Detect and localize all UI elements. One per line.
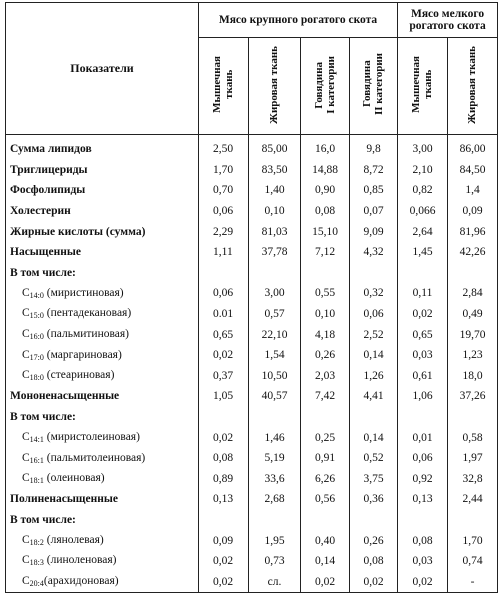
value-cell xyxy=(398,407,448,428)
row-label: В том числе: xyxy=(6,510,199,531)
row-label: В том числе: xyxy=(6,263,199,284)
value-cell: 0,07 xyxy=(350,201,398,222)
acid-index: 20:4 xyxy=(29,579,44,589)
value-cell: 2,03 xyxy=(301,366,350,387)
row-label xyxy=(6,530,199,551)
acid-name: (миристиновая) xyxy=(43,286,124,299)
value-cell: 9,09 xyxy=(350,221,398,242)
table-row xyxy=(6,283,498,304)
acid-symbol: C xyxy=(22,430,30,443)
acid-name: (маргариновая) xyxy=(43,348,122,361)
acid-symbol: C xyxy=(22,575,30,588)
value-cell: 1,26 xyxy=(350,366,398,387)
value-cell: 0,70 xyxy=(199,180,249,201)
value-cell: 6,26 xyxy=(301,469,350,490)
value-cell xyxy=(448,407,498,428)
value-cell: 16,0 xyxy=(301,135,350,160)
value-cell: 0,10 xyxy=(301,304,350,325)
value-cell: 33,6 xyxy=(249,469,301,490)
row-label: Мононенасыщенные xyxy=(6,386,199,407)
table-row xyxy=(6,221,498,242)
indicators-header: Показатели xyxy=(6,3,199,135)
acid-index: 16:0 xyxy=(29,331,44,341)
row-label xyxy=(6,304,199,325)
value-cell xyxy=(199,263,249,284)
value-cell: 0,02 xyxy=(199,551,249,572)
lipid-composition-table xyxy=(5,2,498,593)
value-cell: 5,19 xyxy=(249,448,301,469)
value-cell: 1,97 xyxy=(448,448,498,469)
value-cell: 0,58 xyxy=(448,427,498,448)
value-cell: 1,46 xyxy=(249,427,301,448)
value-cell: 2,68 xyxy=(249,489,301,510)
acid-name: (пальмитолеиновая) xyxy=(43,451,146,464)
value-cell: 1,06 xyxy=(398,386,448,407)
value-cell: 1,4 xyxy=(448,180,498,201)
acid-symbol: C xyxy=(22,451,30,464)
value-cell: 0,02 xyxy=(301,571,350,592)
table-row xyxy=(6,571,498,592)
acid-index: 16:1 xyxy=(29,455,44,465)
column-header: Жировая ткань xyxy=(448,38,498,135)
value-cell: - xyxy=(448,571,498,592)
table-row xyxy=(6,551,498,572)
value-cell: 0,40 xyxy=(301,530,350,551)
value-cell xyxy=(199,510,249,531)
value-cell: 0,02 xyxy=(398,304,448,325)
value-cell: 0,06 xyxy=(199,201,249,222)
value-cell: 0,10 xyxy=(249,201,301,222)
value-cell: 1,45 xyxy=(398,242,448,263)
value-cell: 1,70 xyxy=(199,160,249,181)
value-cell: 2,84 xyxy=(448,283,498,304)
column-header: Говядина I категории xyxy=(301,38,350,135)
value-cell xyxy=(301,407,350,428)
table-header xyxy=(6,3,498,135)
acid-index: 18:2 xyxy=(29,537,44,547)
value-cell xyxy=(249,407,301,428)
value-cell: 2,44 xyxy=(448,489,498,510)
value-cell: 1,11 xyxy=(199,242,249,263)
acid-index: 18:0 xyxy=(29,373,44,383)
row-label: Полиненасыщенные xyxy=(6,489,199,510)
value-cell xyxy=(249,510,301,531)
acid-symbol: C xyxy=(22,554,30,567)
value-cell: 14,88 xyxy=(301,160,350,181)
acid-symbol: C xyxy=(22,472,30,485)
row-label xyxy=(6,324,199,345)
column-header: Жировая ткань xyxy=(249,38,301,135)
table-row xyxy=(6,427,498,448)
row-label: Насыщенные xyxy=(6,242,199,263)
value-cell: 1,54 xyxy=(249,345,301,366)
small-cattle-header: Мясо мелкого рогатого скота xyxy=(398,3,498,38)
row-label: В том числе: xyxy=(6,407,199,428)
value-cell xyxy=(350,510,398,531)
value-cell: 0,56 xyxy=(301,489,350,510)
table-row xyxy=(6,469,498,490)
table-row xyxy=(6,180,498,201)
acid-name: (миристолеиновая) xyxy=(43,430,140,443)
table-row xyxy=(6,160,498,181)
table-row xyxy=(6,366,498,387)
value-cell: 0,06 xyxy=(398,448,448,469)
value-cell: 42,26 xyxy=(448,242,498,263)
value-cell: 2,10 xyxy=(398,160,448,181)
value-cell xyxy=(301,263,350,284)
value-cell: 83,50 xyxy=(249,160,301,181)
value-cell: 0,52 xyxy=(350,448,398,469)
value-cell: 2,50 xyxy=(199,135,249,160)
value-cell: 0,066 xyxy=(398,201,448,222)
row-label xyxy=(6,345,199,366)
table-row xyxy=(6,386,498,407)
acid-name: (пальмитиновая) xyxy=(43,327,129,340)
value-cell: 18,0 xyxy=(448,366,498,387)
value-cell: 7,42 xyxy=(301,386,350,407)
value-cell: 0,90 xyxy=(301,180,350,201)
acid-index: 17:0 xyxy=(29,352,44,362)
value-cell: 1,95 xyxy=(249,530,301,551)
row-label: Фосфолипиды xyxy=(6,180,199,201)
table-row xyxy=(6,324,498,345)
value-cell: 4,32 xyxy=(350,242,398,263)
value-cell: 0,02 xyxy=(199,571,249,592)
value-cell: 86,00 xyxy=(448,135,498,160)
row-label: Сумма липидов xyxy=(6,135,199,160)
table-row xyxy=(6,489,498,510)
value-cell: 0,82 xyxy=(398,180,448,201)
value-cell: 32,8 xyxy=(448,469,498,490)
value-cell: 1,05 xyxy=(199,386,249,407)
value-cell: 0,08 xyxy=(301,201,350,222)
value-cell: 0,91 xyxy=(301,448,350,469)
value-cell: 0,25 xyxy=(301,427,350,448)
value-cell xyxy=(249,263,301,284)
value-cell: 0,03 xyxy=(398,345,448,366)
acid-index: 15:0 xyxy=(29,311,44,321)
value-cell: 0,61 xyxy=(398,366,448,387)
value-cell: 0,08 xyxy=(398,530,448,551)
column-header: Мышечная ткань xyxy=(398,38,448,135)
value-cell xyxy=(448,263,498,284)
table-row xyxy=(6,407,498,428)
value-cell: сл. xyxy=(249,571,301,592)
value-cell: 0,09 xyxy=(448,201,498,222)
value-cell xyxy=(199,407,249,428)
column-header: Мышечная ткань xyxy=(199,38,249,135)
value-cell: 0,65 xyxy=(199,324,249,345)
table-row xyxy=(6,345,498,366)
value-cell: 0.01 xyxy=(199,304,249,325)
value-cell: 0,02 xyxy=(398,571,448,592)
row-label xyxy=(6,469,199,490)
row-label xyxy=(6,427,199,448)
value-cell: 0,55 xyxy=(301,283,350,304)
row-label xyxy=(6,571,199,592)
value-cell: 0,02 xyxy=(199,427,249,448)
acid-index: 18:1 xyxy=(29,476,44,486)
value-cell: 10,50 xyxy=(249,366,301,387)
acid-symbol: C xyxy=(22,369,30,382)
value-cell: 0,92 xyxy=(398,469,448,490)
row-label xyxy=(6,448,199,469)
value-cell: 0,26 xyxy=(301,345,350,366)
value-cell: 4,18 xyxy=(301,324,350,345)
value-cell: 0,36 xyxy=(350,489,398,510)
value-cell: 9,8 xyxy=(350,135,398,160)
value-cell: 0,14 xyxy=(350,427,398,448)
row-label: Холестерин xyxy=(6,201,199,222)
acid-index: 14:0 xyxy=(29,290,44,300)
value-cell xyxy=(398,263,448,284)
value-cell xyxy=(350,407,398,428)
value-cell: 0,85 xyxy=(350,180,398,201)
value-cell: 85,00 xyxy=(249,135,301,160)
column-header: Говядина II категории xyxy=(350,38,398,135)
value-cell: 37,26 xyxy=(448,386,498,407)
value-cell: 0,03 xyxy=(398,551,448,572)
value-cell: 0,02 xyxy=(350,571,398,592)
value-cell: 81,96 xyxy=(448,221,498,242)
table-body xyxy=(6,135,498,593)
value-cell: 0,01 xyxy=(398,427,448,448)
value-cell: 22,10 xyxy=(249,324,301,345)
acid-name: (арахидоновая) xyxy=(43,575,119,588)
value-cell: 0,14 xyxy=(350,345,398,366)
acid-symbol: C xyxy=(22,307,30,320)
table-row xyxy=(6,242,498,263)
row-label: Жирные кислоты (сумма) xyxy=(6,221,199,242)
row-label xyxy=(6,366,199,387)
value-cell: 0,02 xyxy=(199,345,249,366)
value-cell: 1,40 xyxy=(249,180,301,201)
value-cell: 40,57 xyxy=(249,386,301,407)
value-cell: 0,08 xyxy=(350,551,398,572)
acid-name: (стеариновая) xyxy=(43,369,115,382)
value-cell: 0,13 xyxy=(199,489,249,510)
value-cell: 0,14 xyxy=(301,551,350,572)
acid-index: 14:1 xyxy=(29,434,44,444)
value-cell: 0,89 xyxy=(199,469,249,490)
acid-symbol: C xyxy=(22,533,30,546)
value-cell: 3,75 xyxy=(350,469,398,490)
value-cell: 2,29 xyxy=(199,221,249,242)
value-cell: 37,78 xyxy=(249,242,301,263)
value-cell: 0,08 xyxy=(199,448,249,469)
table-row xyxy=(6,135,498,160)
value-cell: 3,00 xyxy=(398,135,448,160)
value-cell: 1,70 xyxy=(448,530,498,551)
acid-symbol: C xyxy=(22,327,30,340)
value-cell: 7,12 xyxy=(301,242,350,263)
table-row xyxy=(6,263,498,284)
acid-index: 18:3 xyxy=(29,558,44,568)
row-label xyxy=(6,551,199,572)
value-cell: 1,23 xyxy=(448,345,498,366)
table-row xyxy=(6,201,498,222)
value-cell: 0,09 xyxy=(199,530,249,551)
acid-symbol: C xyxy=(22,348,30,361)
acid-name: (олеиновая) xyxy=(43,472,105,485)
value-cell: 2,52 xyxy=(350,324,398,345)
value-cell: 15,10 xyxy=(301,221,350,242)
value-cell: 0,06 xyxy=(199,283,249,304)
value-cell: 0,26 xyxy=(350,530,398,551)
value-cell: 0,57 xyxy=(249,304,301,325)
value-cell xyxy=(448,510,498,531)
value-cell xyxy=(301,510,350,531)
value-cell: 0,74 xyxy=(448,551,498,572)
value-cell: 0,73 xyxy=(249,551,301,572)
value-cell: 0,49 xyxy=(448,304,498,325)
table-row xyxy=(6,304,498,325)
value-cell: 4,41 xyxy=(350,386,398,407)
acid-name: (пентадекановая) xyxy=(43,307,132,320)
value-cell: 0,37 xyxy=(199,366,249,387)
value-cell: 81,03 xyxy=(249,221,301,242)
value-cell: 0,11 xyxy=(398,283,448,304)
value-cell: 0,32 xyxy=(350,283,398,304)
value-cell xyxy=(350,263,398,284)
value-cell: 0,13 xyxy=(398,489,448,510)
value-cell: 0,06 xyxy=(350,304,398,325)
value-cell: 19,70 xyxy=(448,324,498,345)
acid-name: (линоленовая) xyxy=(43,554,117,567)
row-label xyxy=(6,283,199,304)
value-cell: 0,65 xyxy=(398,324,448,345)
table-row xyxy=(6,510,498,531)
value-cell: 8,72 xyxy=(350,160,398,181)
table-row xyxy=(6,530,498,551)
large-cattle-header: Мясо крупного рогатого скота xyxy=(199,3,398,38)
value-cell xyxy=(398,510,448,531)
value-cell: 3,00 xyxy=(249,283,301,304)
acid-symbol: C xyxy=(22,286,30,299)
value-cell: 2,64 xyxy=(398,221,448,242)
row-label: Триглицериды xyxy=(6,160,199,181)
table-row xyxy=(6,448,498,469)
value-cell: 84,50 xyxy=(448,160,498,181)
acid-name: (лянолевая) xyxy=(43,533,104,546)
